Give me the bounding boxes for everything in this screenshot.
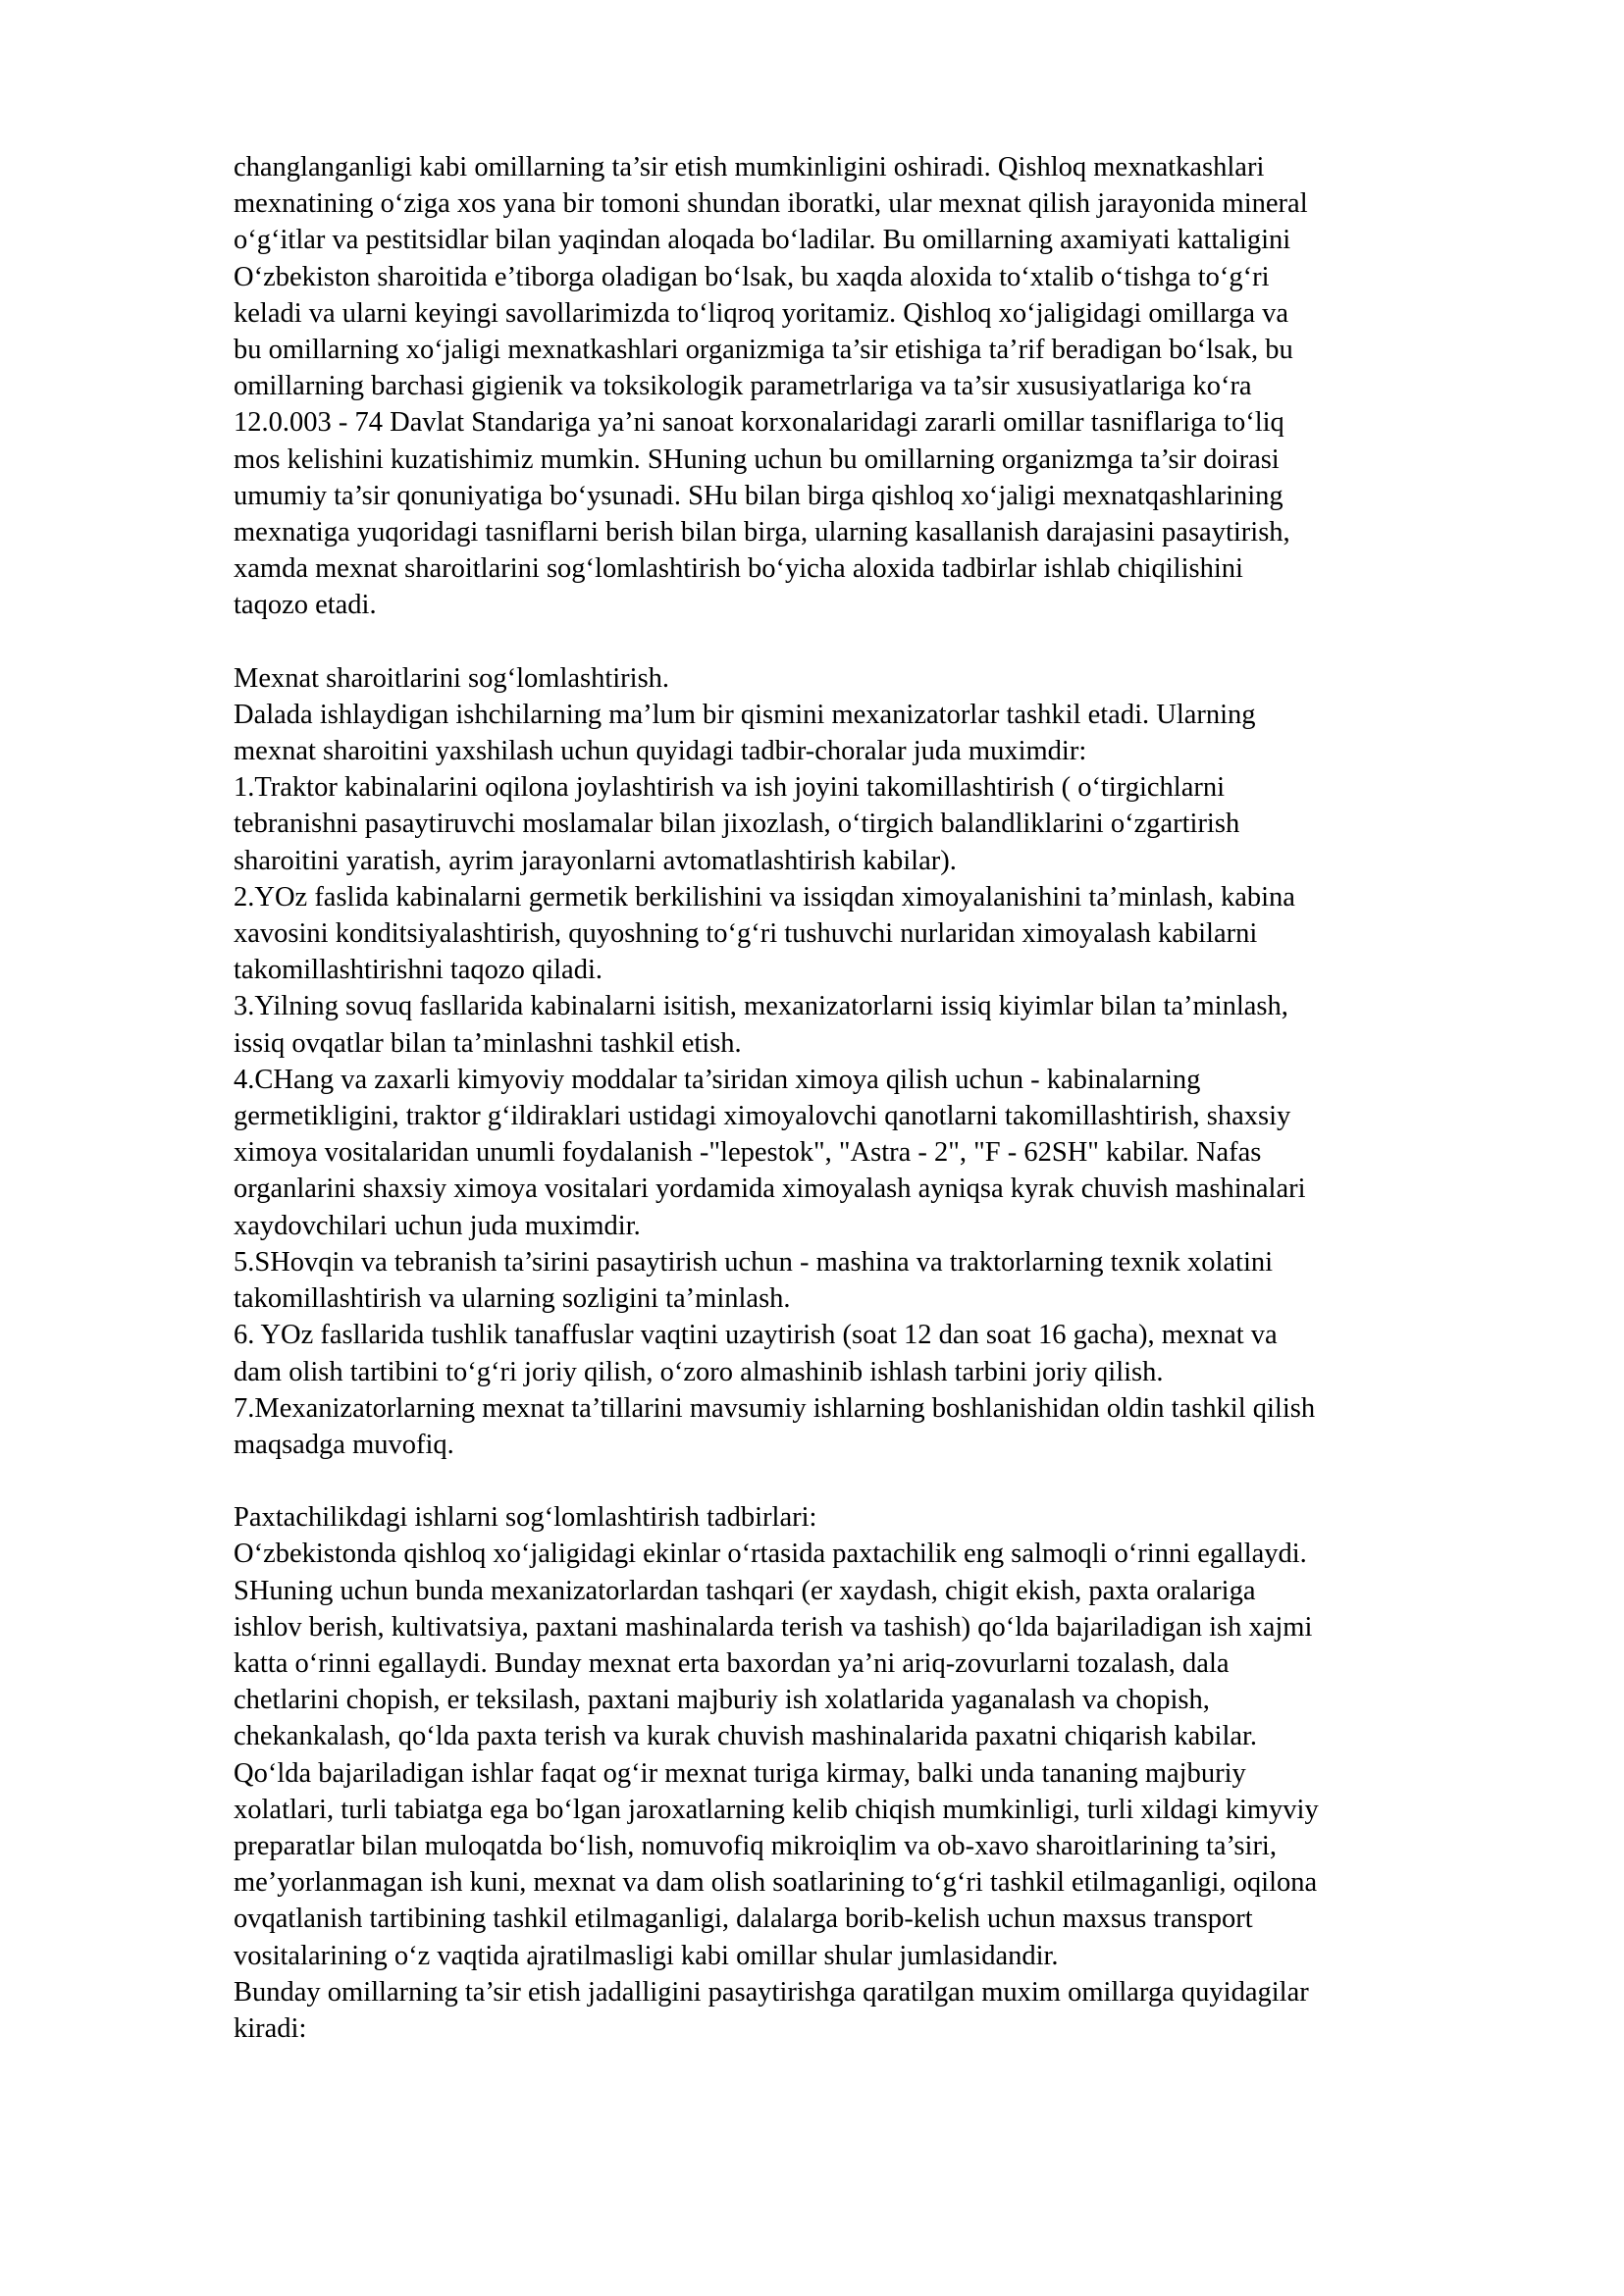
text-line: ximoya vositalaridan unumli foydalanish -"lepestok", "Astra - 2", "F - 62SH" kabilar. Nafas bbox=[234, 1137, 1262, 1169]
text-line: xolatlari, turli tabiatga ega bo‘lgan jaroxatlarning kelib chiqish mumkinligi, turli xildagi kimyviy bbox=[234, 1794, 1319, 1825]
text-line: O‘zbekistonda qishloq xo‘jaligidagi ekinlar o‘rtasida paxtachilik eng salmoqli o‘rinni egallaydi. bbox=[234, 1539, 1307, 1570]
text-line: xavosini konditsiyalashtirish, quyoshning to‘g‘ri tushuvchi nurlaridan ximoyalash kabilarni bbox=[234, 918, 1258, 950]
text-line: issiq ovqatlar bilan ta’minlashni tashkil etish. bbox=[234, 1027, 742, 1059]
text-line: omillarning barchasi gigienik va toksikologik parametrlariga va ta’sir xususiyatlariga ko‘ra bbox=[234, 371, 1252, 402]
text-line: ovqatlanish tartibining tashkil etilmaganligi, dalalarga borib-kelish uchun maxsus transport bbox=[234, 1904, 1253, 1935]
text-line: Bunday omillarning ta’sir etish jadalligini pasaytirishga qaratilgan muxim omillarga quyidagilar bbox=[234, 1976, 1309, 2008]
text-line: taqozo etadi. bbox=[234, 590, 377, 621]
text-line: 1.Traktor kabinalarini oqilona joylashtirish va ish joyini takomillashtirish ( o‘tirgichlarni bbox=[234, 772, 1226, 804]
text-line: 4.CHang va zaxarli kimyoviy moddalar ta’siridan ximoya qilish uchun - kabinalarning bbox=[234, 1064, 1201, 1095]
working-conditions-paragraph bbox=[234, 697, 1499, 1463]
text-line: 3.Yilning sovuq fasllarida kabinalarni isitish, mexanizatorlarni issiq kiyimlar bilan ta’minlash, bbox=[234, 991, 1288, 1022]
text-line: maqsadga muvofiq. bbox=[234, 1429, 454, 1460]
text-line: dam olish tartibini to‘g‘ri joriy qilish, o‘zoro almashinib ishlash tarbini joriy qilish. bbox=[234, 1356, 1164, 1387]
text-line: 2.YOz faslida kabinalarni germetik berkilishini va issiqdan ximoyalanishini ta’minlash, kabina bbox=[234, 881, 1295, 913]
section-heading-cotton-work bbox=[234, 1499, 1499, 1536]
text-line: organlarini shaxsiy ximoya vositalari yordamida ximoyalash ayniqsa kyrak chuvish mashinalari bbox=[234, 1174, 1306, 1205]
text-line: sharoitini yaratish, ayrim jarayonlarni avtomatlashtirish kabilar). bbox=[234, 845, 957, 876]
text-line: 5.SHovqin va tebranish ta’sirini pasaytirish uchun - mashina va traktorlarning texnik xolatini bbox=[234, 1246, 1274, 1278]
text-line: kiradi: bbox=[234, 2012, 307, 2044]
text-line: Dalada ishlaydigan ishchilarning ma’lum bir qismini mexanizatorlar tashkil etadi. Ularning bbox=[234, 699, 1256, 730]
text-line: tebranishni pasaytiruvchi moslamalar bilan jixozlash, o‘tirgich balandliklarini o‘zgartirish bbox=[234, 809, 1240, 840]
text-line: chetlarini chopish, er teksilash, paxtani majburiy ish xolatlarida yaganalash va chopish, bbox=[234, 1685, 1210, 1716]
text-line: mexnatiga yuqoridagi tasniflarni berish bilan birga, ularning kasallanish darajasini pasaytirish, bbox=[234, 517, 1290, 548]
text-line: mexnat sharoitini yaxshilash uchun quyidagi tadbir-choralar juda muximdir: bbox=[234, 736, 1087, 767]
text-line: SHuning uchun bunda mexanizatorlardan tashqari (er xaydash, chigit ekish, paxta oralariga bbox=[234, 1575, 1256, 1606]
text-line: takomillashtirishni taqozo qiladi. bbox=[234, 955, 602, 986]
section-heading-working-conditions bbox=[234, 660, 1499, 697]
text-line: Qo‘lda bajariladigan ishlar faqat og‘ir mexnat turiga kirmay, balki unda tananing majburiy bbox=[234, 1757, 1246, 1789]
section-title: Mexnat sharoitlarini sog‘lomlashtirish. bbox=[234, 662, 670, 694]
text-line: chekankalash, qo‘lda paxta terish va kurak chuvish mashinalarida paxatni chiqarish kabilar. bbox=[234, 1721, 1258, 1752]
text-line: vositalarining o‘z vaqtida ajratilmasligi kabi omillar shular jumlasidandir. bbox=[234, 1940, 1059, 1971]
text-line: preparatlar bilan muloqatda bo‘lish, nomuvofiq mikroiqlim va ob-xavo sharoitlarining ta’siri, bbox=[234, 1830, 1277, 1861]
text-line: 7.Mexanizatorlarning mexnat ta’tillarini mavsumiy ishlarning boshlanishidan oldin tashkil qilish bbox=[234, 1392, 1316, 1424]
text-line: 6. YOz fasllarida tushlik tanaffuslar vaqtini uzaytirish (soat 12 dan soat 16 gacha), mexnat va bbox=[234, 1320, 1278, 1351]
text-line: bu omillarning xo‘jaligi mexnatkashlari organizmiga ta’sir etishiga ta’rif beradigan bo‘lsak, bu bbox=[234, 335, 1293, 366]
intro-paragraph bbox=[234, 149, 1499, 624]
text-line: ishlov berish, kultivatsiya, paxtani mashinalarda terish va tashish) qo‘lda bajariladigan ish xajmi bbox=[234, 1611, 1313, 1643]
text-line: O‘zbekiston sharoitida e’tiborga oladigan bo‘lsak, bu xaqda aloxida to‘xtalib o‘tishga to‘g‘ri bbox=[234, 261, 1270, 292]
text-line: changlanganligi kabi omillarning ta’sir etish mumkinligini oshiradi. Qishloq mexnatkashlari bbox=[234, 152, 1265, 183]
section-title: Paxtachilikdagi ishlarni sog‘lomlashtirish tadbirlari: bbox=[234, 1502, 817, 1534]
text-line: germetikligini, traktor g‘ildiraklari ustidagi ximoyalovchi qanotlarni takomillashtirish, shaxsiy bbox=[234, 1101, 1291, 1132]
text-line: o‘g‘itlar va pestitsidlar bilan yaqindan aloqada bo‘ladilar. Bu omillarning axamiyati kattaligini bbox=[234, 225, 1291, 256]
text-line: keladi va ularni keyingi savollarimizda to‘liqroq yoritamiz. Qishloq xo‘jaligidagi omillarga va bbox=[234, 297, 1289, 329]
text-line: xaydovchilari uchun juda muximdir. bbox=[234, 1210, 641, 1241]
text-line: me’yorlanmagan ish kuni, mexnat va dam olish soatlarining to‘g‘ri tashkil etilmaganligi, oqilona bbox=[234, 1867, 1318, 1899]
text-line: mexnatining o‘ziga xos yana bir tomoni shundan iboratki, ular mexnat qilish jarayonida mineral bbox=[234, 188, 1308, 220]
text-line: xamda mexnat sharoitlarini sog‘lomlashtirish bo‘yicha aloxida tadbirlar ishlab chiqilishini bbox=[234, 553, 1243, 585]
text-line: katta o‘rinni egallaydi. Bunday mexnat erta baxordan ya’ni ariq-zovurlarni tozalash, dala bbox=[234, 1647, 1230, 1679]
text-line: takomillashtirish va ularning sozligini ta’minlash. bbox=[234, 1283, 791, 1315]
text-line: mos kelishini kuzatishimiz mumkin. SHuning uchun bu omillarning organizmga ta’sir doirasi bbox=[234, 444, 1280, 475]
text-line: umumiy ta’sir qonuniyatiga bo‘ysunadi. SHu bilan birga qishloq xo‘jaligi mexnatqashlarining bbox=[234, 480, 1283, 511]
text-line: 12.0.003 - 74 Davlat Standariga ya’ni sanoat korxonalaridagi zararli omillar tasniflariga to‘liq bbox=[234, 407, 1284, 439]
document-body bbox=[234, 149, 1499, 2047]
cotton-work-paragraph bbox=[234, 1536, 1499, 2047]
